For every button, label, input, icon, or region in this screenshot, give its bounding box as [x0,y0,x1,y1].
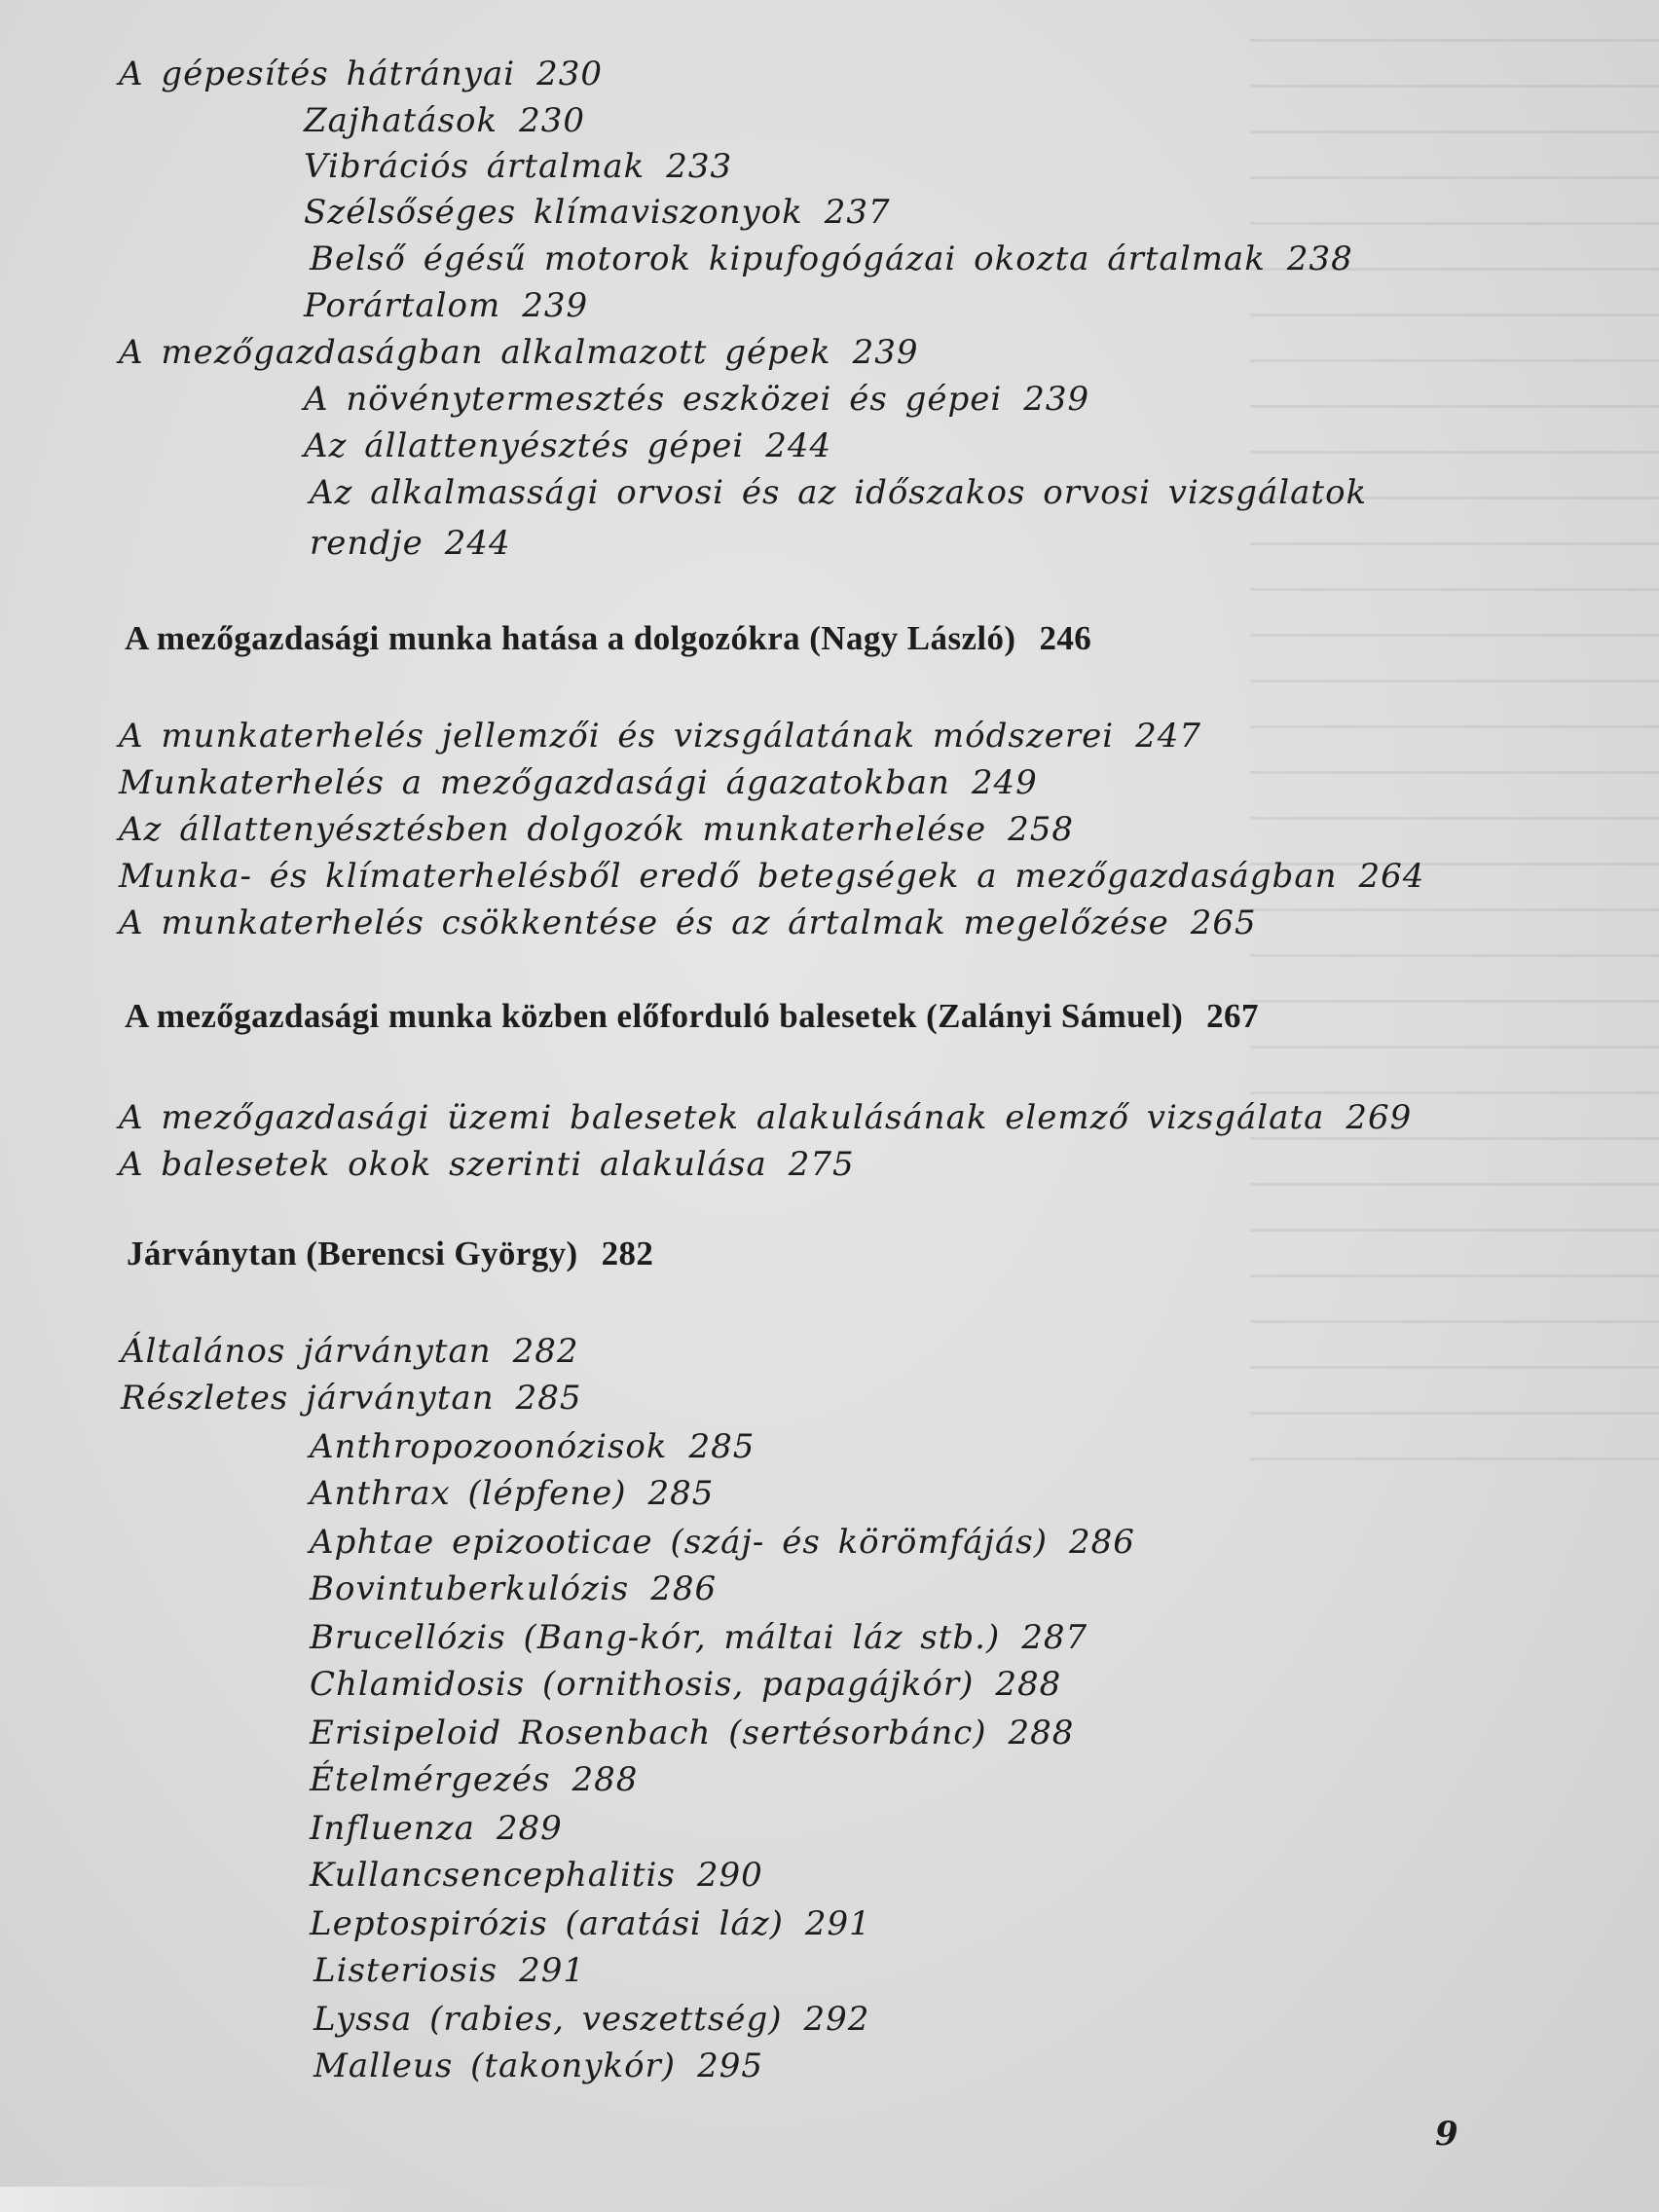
toc-entry [121,1332,579,1371]
entry-page: 291 [519,1951,585,1990]
entry-title: Általános járványtan [121,1332,492,1371]
entry-title: Szélsőséges klímaviszonyok [304,193,803,232]
entry-page: 247 [1135,717,1202,756]
entry-page: 249 [971,763,1038,802]
entry-title: Erisipeloid Rosenbach (sertésorbánc) [310,1714,987,1752]
entry-page: 285 [647,1474,715,1513]
toc-entry [310,524,511,563]
section-title: A mezőgazdasági munka közben előforduló balesetek (Zalányi Sámuel) [125,997,1184,1035]
entry-title: Zajhatások [304,101,498,140]
entry-title: Aphtae epizooticae (száj- és körömfájás) [310,1523,1048,1562]
entry-page: 237 [824,193,891,232]
entry-title: Anthropozoonózisok [310,1427,668,1466]
entry-title: Kullancsencephalitis [310,1856,676,1895]
toc-entry [121,1379,582,1418]
entry-page: 230 [536,55,604,93]
toc-entry [310,1665,1061,1704]
toc-entry [119,903,1257,942]
section-title: Járványtan (Berencsi György) [127,1235,578,1272]
watermark-strip [0,2187,370,2212]
entry-title: A munkaterhelés jellemzői és vizsgálatának módszerei [119,717,1115,756]
entry-title: Vibrációs ártalmak [304,147,645,186]
entry-page: 230 [519,101,585,140]
entry-title: A növénytermesztés eszközei és gépei [304,380,1003,419]
toc-entry [310,1809,563,1848]
entry-title: Belső égésű motorok kipufogógázai okozta ártalmak [310,240,1266,278]
entry-page: 238 [1286,240,1353,278]
entry-title: A munkaterhelés csökkentése és az ártalmak megelőzése [119,903,1169,942]
entry-page: 239 [1023,380,1090,419]
toc-entry [313,2046,763,2085]
entry-title: Ételmérgezés [310,1760,551,1799]
entry-title: A gépesítés hátrányai [119,55,516,93]
toc-entry [310,1427,755,1466]
toc-entry [310,240,1353,278]
entry-title: Malleus (takonykór) [313,2046,677,2085]
toc-entry [304,101,585,140]
entry-page: 290 [696,1856,763,1895]
entry-page: 265 [1190,903,1257,942]
toc-entry [310,1904,871,1943]
entry-title: rendje [310,524,424,563]
toc-entry [119,717,1201,756]
entry-page: 289 [496,1809,563,1848]
entry-page: 288 [995,1665,1062,1704]
entry-page: 285 [515,1379,582,1418]
toc-entry [119,810,1074,849]
entry-title: Porártalom [304,286,501,325]
entry-title: A mezőgazdaságban alkalmazott gépek [119,333,831,372]
entry-page: 239 [522,286,589,325]
entry-title: Chlamidosis (ornithosis, papagájkór) [310,1665,975,1704]
toc-entry [310,1569,717,1608]
entry-page: 269 [1346,1098,1413,1137]
toc-entry [304,380,1089,419]
toc-entry [304,286,588,325]
toc-entry [304,426,831,465]
toc-entry [119,1145,855,1184]
toc-entry [304,193,891,232]
toc-entry [119,763,1038,802]
entry-page: 286 [650,1569,718,1608]
entry-page: 275 [788,1145,855,1184]
entry-page: 285 [688,1427,756,1466]
entry-page: 244 [444,524,511,563]
entry-page: 233 [666,147,733,186]
entry-title: Bovintuberkulózis [310,1569,630,1608]
toc-entry [119,333,919,372]
entry-title: A balesetek okok szerinti alakulása [119,1145,767,1184]
entry-title: Lyssa (rabies, veszettség) [313,2000,783,2039]
entry-title: A mezőgazdasági üzemi balesetek alakulásának elemző vizsgálata [119,1098,1325,1137]
section-heading [125,619,1091,658]
toc-entry [119,1098,1412,1137]
section-title: A mezőgazdasági munka hatása a dolgozókra (Nagy László) [125,619,1016,657]
section-page: 267 [1206,997,1259,1035]
entry-title: Munka- és klímaterhelésből eredő betegségek a mezőgazdaságban [119,857,1338,896]
entry-title: Influenza [310,1809,475,1848]
page-number: 9 [1435,2115,1458,2154]
entry-page: 295 [697,2046,763,2085]
entry-title: Leptospirózis (aratási láz) [310,1904,784,1943]
entry-page: 258 [1008,810,1074,849]
entry-title: Listeriosis [313,1951,498,1990]
toc-entry [313,1951,585,1990]
entry-title: Az alkalmassági orvosi és az időszakos orvosi vizsgálatok [310,473,1368,512]
entry-title: Az állattenyésztés gépei [304,426,745,465]
section-page: 282 [601,1235,654,1272]
entry-page: 286 [1069,1523,1135,1562]
entry-page: 288 [571,1760,639,1799]
toc-entry [310,473,1367,512]
toc-entry [310,1523,1135,1562]
toc-entry [310,1474,714,1513]
entry-page: 244 [765,426,832,465]
toc-entry [313,2000,869,2039]
toc-entry [119,857,1424,896]
entry-title: Anthrax (lépfene) [310,1474,627,1513]
entry-page: 291 [804,1904,871,1943]
entry-title: Brucellózis (Bang-kór, máltai láz stb.) [310,1618,1001,1657]
toc-entry [310,1760,638,1799]
toc-entry [310,1618,1088,1657]
entry-title: Munkaterhelés a mezőgazdasági ágazatokban [119,763,950,802]
section-heading [125,997,1259,1036]
entry-page: 239 [852,333,919,372]
section-page: 246 [1039,619,1092,657]
entry-title: Részletes járványtan [121,1379,495,1418]
entry-page: 264 [1358,857,1425,896]
toc-entry [310,1856,763,1895]
entry-page: 287 [1021,1618,1088,1657]
toc-entry [304,147,732,186]
entry-page: 288 [1008,1714,1075,1752]
entry-page: 282 [512,1332,579,1371]
toc-entry [119,55,603,93]
entry-title: Az állattenyésztésben dolgozók munkaterhelése [119,810,987,849]
toc-entry [310,1714,1074,1752]
section-heading [127,1235,653,1273]
entry-page: 292 [803,2000,870,2039]
